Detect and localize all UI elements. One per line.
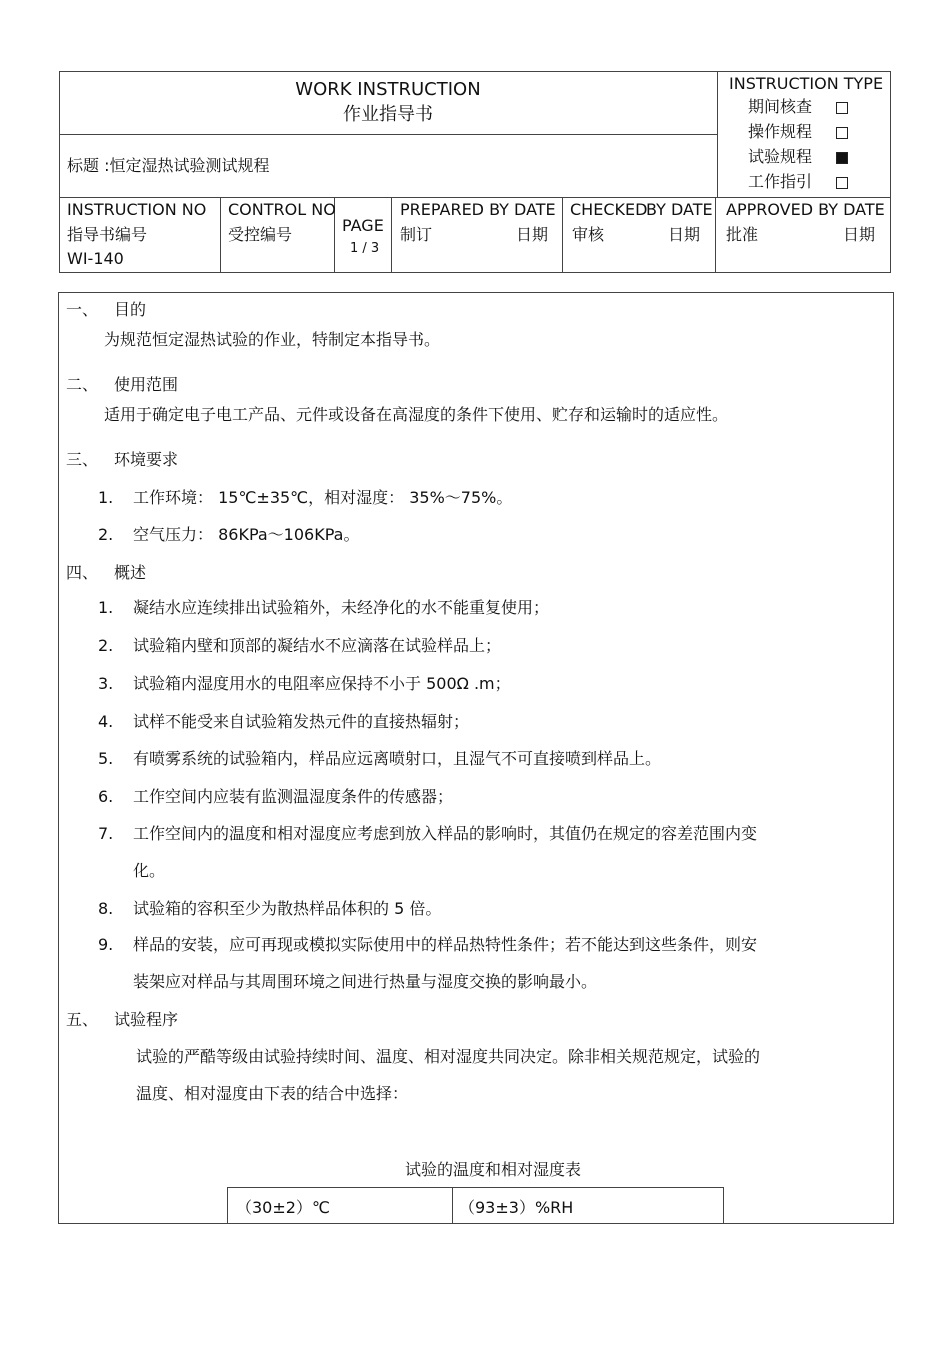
section-2-number: 二、: [66, 375, 99, 394]
col-divider-4: [562, 197, 563, 273]
section-1-text: 为规范恒定湿热试验的作业，特制定本指导书。: [104, 330, 441, 349]
table-cell: （93±3）%RH: [459, 1198, 574, 1217]
checked-en: CHECKED: [570, 200, 648, 219]
checkbox-work-guide[interactable]: [836, 177, 848, 189]
type-label: 工作指引: [748, 172, 813, 191]
list-item-text: 有喷雾系统的试验箱内，样品应远离喷射口，且湿气不可直接喷到样品上。: [133, 749, 662, 768]
control-no-en: CONTROL NO: [228, 200, 336, 219]
instruction-no-cn: 指导书编号: [67, 225, 148, 244]
header-divider-title: [59, 134, 717, 135]
table-top-border: [227, 1187, 724, 1188]
title-en: WORK INSTRUCTION: [295, 79, 481, 100]
table-mid-border: [452, 1187, 453, 1224]
approved-date-cn: 日期: [843, 225, 876, 244]
section-4-title: 概述: [114, 563, 147, 582]
checkbox-test[interactable]: [836, 152, 848, 164]
page-value: 1 / 3: [350, 241, 380, 256]
col-divider-5: [715, 197, 716, 273]
list-item-number: 7.: [98, 824, 114, 843]
list-item-text: 试验箱内壁和顶部的凝结水不应滴落在试验样品上；: [133, 636, 502, 655]
list-item-number: 1.: [98, 488, 114, 507]
checkbox-operation[interactable]: [836, 127, 848, 139]
list-item-text: 试验箱的容积至少为散热样品体积的 5 倍。: [133, 899, 442, 918]
list-item-text: 工作空间内的温度和相对湿度应考虑到放入样品的影响时，其值仍在规定的容差范围内变: [133, 824, 758, 843]
section-2-text: 适用于确定电子电工产品、元件或设备在高湿度的条件下使用、贮存和运输时的适应性。: [104, 405, 729, 424]
section-5-text-line-1: 试验的严酷等级由试验持续时间、温度、相对湿度共同决定。除非相关规范规定，试验的: [136, 1047, 761, 1066]
col-divider-1: [220, 197, 221, 273]
list-item-text: 样品的安装，应可再现或模拟实际使用中的样品热特性条件；若不能达到这些条件，则安: [133, 935, 758, 954]
type-row-work-guide: [748, 172, 888, 192]
type-row-test: [748, 147, 888, 167]
list-item-number: 8.: [98, 899, 114, 918]
prepared-en: PREPARED BY DATE: [400, 200, 556, 219]
table-cell: （30±2）℃: [236, 1198, 330, 1217]
list-item-text: 工作空间内应装有监测温湿度条件的传感器；: [133, 787, 454, 806]
section-2-title: 使用范围: [114, 375, 179, 394]
list-item-number: 1.: [98, 598, 114, 617]
checked-cn: 审核: [572, 225, 605, 244]
table-right-border: [723, 1187, 724, 1224]
type-row-operation: [748, 122, 888, 142]
page-label: PAGE: [342, 216, 384, 235]
section-3-title: 环境要求: [114, 450, 179, 469]
instruction-no-en: INSTRUCTION NO: [67, 200, 207, 219]
list-item-continuation: 装架应对样品与其周围环境之间进行热量与湿度交换的影响最小。: [133, 972, 598, 991]
checkbox-periodic-check[interactable]: [836, 102, 848, 114]
section-5-text-line-2: 温度、相对湿度由下表的结合中选择：: [136, 1084, 409, 1103]
approved-cn: 批准: [726, 225, 759, 244]
instruction-type-label: INSTRUCTION TYPE: [729, 74, 884, 93]
list-item-text: 试验箱内湿度用水的电阻率应保持不小于 500Ω .m；: [133, 674, 511, 693]
section-3-number: 三、: [66, 450, 99, 469]
type-label: 期间核查: [748, 97, 813, 116]
type-label: 试验规程: [748, 147, 813, 166]
table-left-border: [227, 1187, 228, 1224]
col-divider-3: [391, 197, 392, 273]
list-item-number: 6.: [98, 787, 114, 806]
list-item-continuation: 化。: [133, 861, 166, 880]
section-5-number: 五、: [66, 1010, 99, 1029]
list-item-number: 3.: [98, 674, 114, 693]
list-item-number: 2.: [98, 636, 114, 655]
section-1-title: 目的: [114, 300, 147, 319]
list-item-text: 试样不能受来自试验箱发热元件的直接热辐射；: [133, 712, 470, 731]
list-item-text: 空气压力： 86KPa～106KPa。: [133, 525, 360, 544]
instruction-no-value: WI-140: [67, 249, 124, 268]
subject: 标题 :恒定湿热试验测试规程: [67, 156, 270, 175]
checked-by-date-en: BY DATE: [646, 200, 713, 219]
checked-date-cn: 日期: [668, 225, 701, 244]
section-4-number: 四、: [66, 563, 99, 582]
type-row-periodic-check: [748, 97, 888, 117]
approved-en: APPROVED BY DATE: [726, 200, 885, 219]
section-5-title: 试验程序: [114, 1010, 179, 1029]
list-item-number: 5.: [98, 749, 114, 768]
section-1-number: 一、: [66, 300, 99, 319]
table-caption: 试验的温度和相对湿度表: [405, 1160, 582, 1179]
title-cn: 作业指导书: [343, 104, 433, 125]
list-item-number: 2.: [98, 525, 114, 544]
prepared-date-cn: 日期: [516, 225, 549, 244]
header-divider-type: [717, 71, 718, 198]
control-no-cn: 受控编号: [228, 225, 293, 244]
list-item-text: 工作环境： 15℃±35℃，相对湿度： 35%～75%。: [133, 488, 513, 507]
list-item-number: 4.: [98, 712, 114, 731]
header-divider-main: [59, 197, 891, 198]
prepared-cn: 制订: [400, 225, 433, 244]
list-item-text: 凝结水应连续排出试验箱外，未经净化的水不能重复使用；: [133, 598, 550, 617]
type-label: 操作规程: [748, 122, 813, 141]
list-item-number: 9.: [98, 935, 114, 954]
